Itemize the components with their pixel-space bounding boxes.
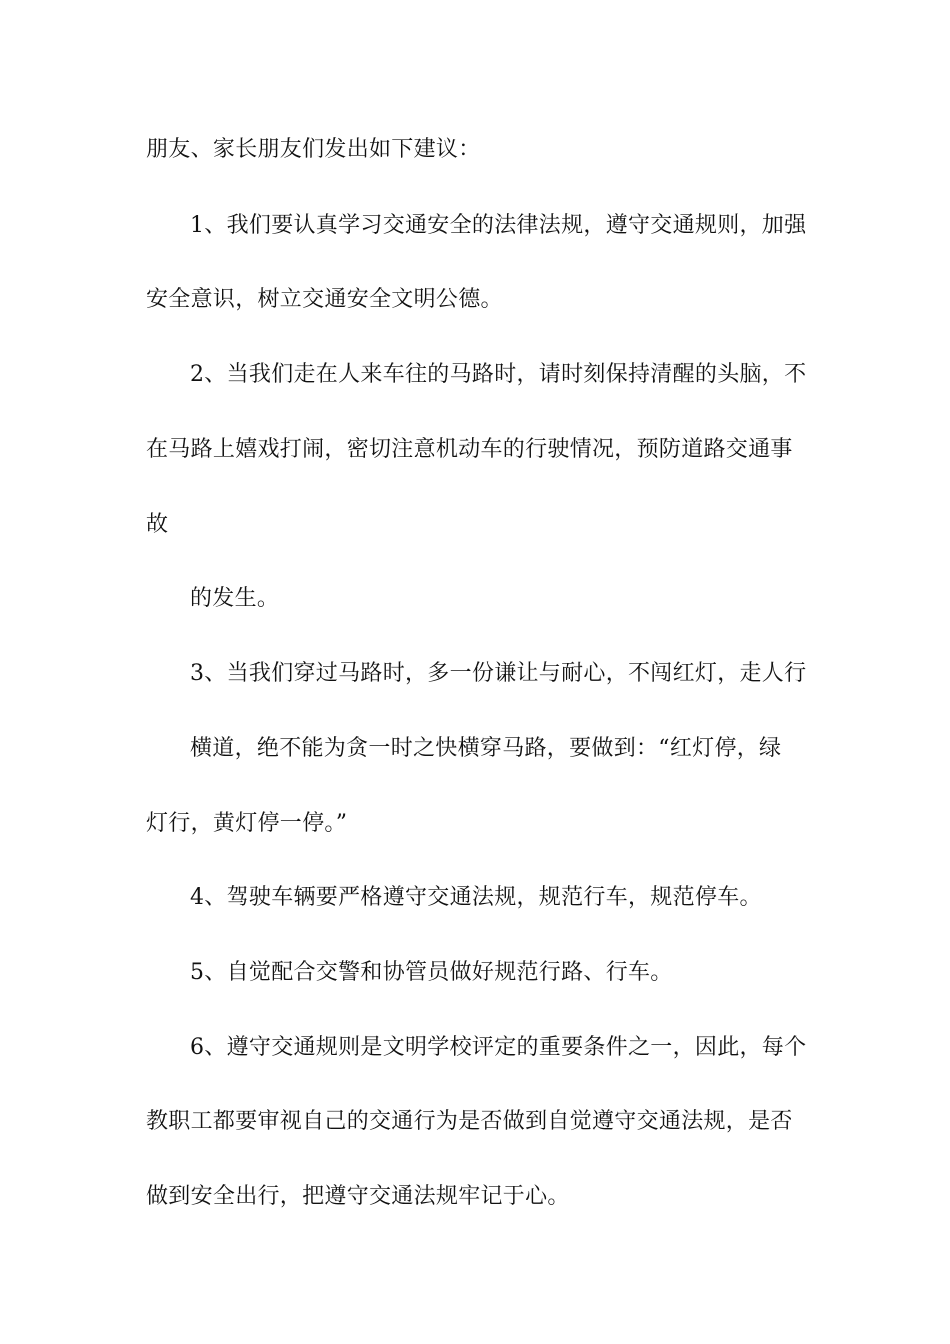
text-line-item-2-cont2: 故	[146, 512, 169, 537]
text-line-item-2-cont3: 的发生。	[190, 586, 280, 611]
text-line-item-3: 3、当我们穿过马路时，多一份谦让与耐心，不闯红灯，走人行	[190, 661, 807, 686]
text-line-item-6-cont2: 做到安全出行，把遵守交通法规牢记于心。	[146, 1184, 570, 1209]
text-line-intro: 朋友、家长朋友们发出如下建议：	[146, 137, 481, 162]
text-line-item-6-cont: 教职工都要审视自己的交通行为是否做到自觉遵守交通法规，是否	[146, 1109, 793, 1134]
text-line-item-5: 5、自觉配合交警和协管员做好规范行路、行车。	[190, 960, 673, 985]
text-line-item-1-cont: 安全意识，树立交通安全文明公德。	[146, 287, 503, 312]
text-line-item-4: 4、驾驶车辆要严格遵守交通法规，规范行车，规范停车。	[190, 885, 762, 910]
text-line-item-2-cont: 在马路上嬉戏打闹，密切注意机动车的行驶情况，预防道路交通事	[146, 437, 793, 462]
text-line-item-6: 6、遵守交通规则是文明学校评定的重要条件之一，因此，每个	[190, 1035, 807, 1060]
text-line-item-2: 2、当我们走在人来车往的马路时，请时刻保持清醒的头脑，不	[190, 362, 807, 387]
text-line-item-1: 1、我们要认真学习交通安全的法律法规，遵守交通规则，加强	[190, 213, 807, 238]
text-line-item-3-cont2: 灯行，黄灯停一停。”	[146, 811, 348, 836]
text-line-item-3-cont: 横道，绝不能为贪一时之快横穿马路，要做到：“红灯停，绿	[190, 736, 782, 761]
